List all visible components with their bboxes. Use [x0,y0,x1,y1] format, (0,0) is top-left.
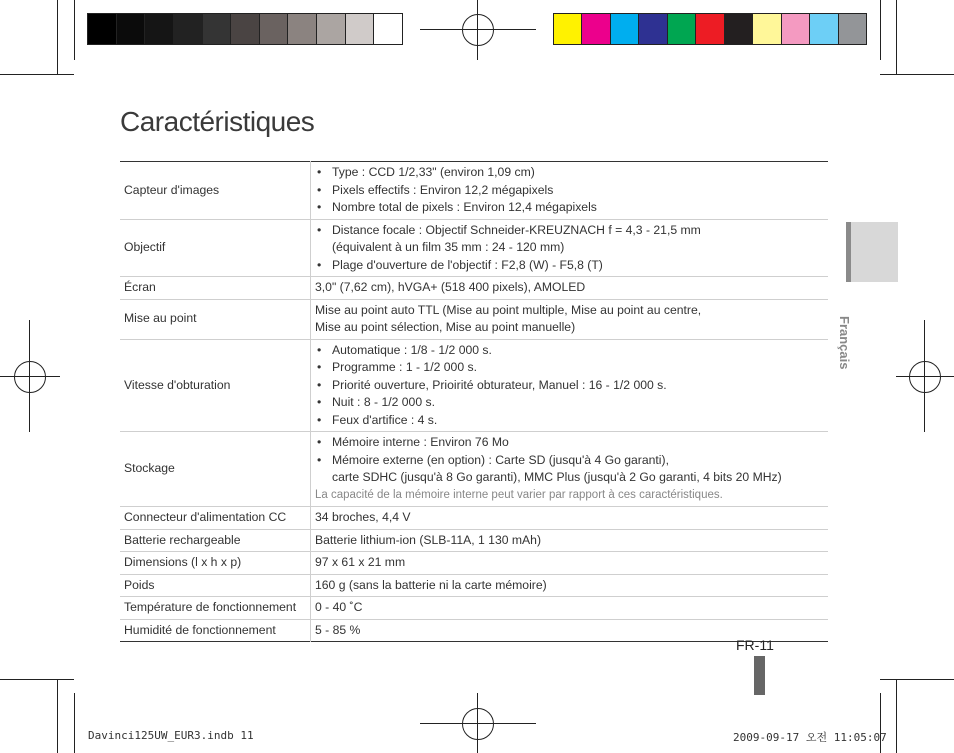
spec-row [120,162,828,220]
spec-bullet-text: Distance focale : Objectif Schneider-KREUZNACH f = 4,3 - 21,5 mm (équivalent à un film 35 mm : 24 - 120 mm) [332,222,701,254]
spec-bullet [315,434,824,452]
spec-bullet-text: Mémoire externe (en option) : Carte SD (jusqu'à 4 Go garanti), carte SDHC (jusqu'à 8 Go garanti), MMC Plus (jusqu'à 2 Go garanti, 4 bits 20 MHz) [332,452,782,484]
spec-bullet-text: Nombre total de pixels : Environ 12,4 mégapixels [332,200,597,214]
gray-swatch [288,14,317,44]
spec-value [311,552,829,575]
spec-value-text: 3,0" (7,62 cm), hVGA+ (518 400 pixels), AMOLED [315,280,586,294]
spec-row [120,219,828,277]
spec-bullet [315,164,824,182]
page-number: FR-11 [736,637,774,653]
spec-row [120,277,828,300]
gray-swatch [231,14,260,44]
spec-bullet-text: Mémoire interne : Environ 76 Mo [332,435,509,449]
spec-value [311,574,829,597]
spec-label: Écran [120,277,311,300]
spec-value [311,162,829,220]
gray-swatch [88,14,117,44]
spec-bullet-list [315,164,824,217]
spec-bullet [315,342,824,360]
gray-swatch [346,14,375,44]
spec-bullet [315,359,824,377]
spec-label: Stockage [120,432,311,507]
spec-value [311,299,829,339]
spec-label: Mise au point [120,299,311,339]
page-number-bar [754,656,765,695]
language-label: Français [837,316,852,370]
spec-value [311,219,829,277]
spec-row [120,432,828,507]
spec-value-text: 5 - 85 % [315,622,361,637]
specifications-table [120,161,828,642]
gray-swatch [203,14,232,44]
color-swatch [668,14,696,44]
color-swatch [753,14,781,44]
gray-swatch [260,14,289,44]
footer-timestamp: 2009-09-17 오전 11:05:07 [733,731,887,744]
spec-bullet [315,394,824,412]
spec-value [311,432,829,507]
spec-row [120,619,828,642]
spec-row [120,339,828,432]
spec-value-text: 0 - 40 ˚C [315,600,363,614]
color-swatch [554,14,582,44]
spec-value [311,529,829,552]
spec-label: Batterie rechargeable [120,529,311,552]
gray-swatch [374,14,402,44]
spec-label: Connecteur d'alimentation CC [120,507,311,530]
color-swatch [725,14,753,44]
spec-bullet-text: Type : CCD 1/2,33" (environ 1,09 cm) [332,165,535,179]
gray-swatch [117,14,146,44]
gray-swatch [174,14,203,44]
spec-row [120,597,828,620]
color-swatch [582,14,610,44]
spec-bullet-text: Programme : 1 - 1/2 000 s. [332,360,477,374]
spec-value [311,339,829,432]
spec-value-text: 160 g (sans la batterie ni la carte mémoire) [315,577,547,592]
spec-bullet-text: Pixels effectifs : Environ 12,2 mégapixels [332,182,554,197]
spec-label: Poids [120,574,311,597]
spec-bullet [315,222,824,257]
spec-bullet-text: Feux d'artifice : 4 s. [332,412,438,427]
spec-bullet [315,257,824,275]
spec-label: Température de fonctionnement [120,597,311,620]
spec-row [120,507,828,530]
spec-bullet [315,377,824,395]
spec-value [311,277,829,300]
spec-bullet [315,199,824,217]
spec-label: Vitesse d'obturation [120,339,311,432]
page-title: Caractéristiques [120,106,315,137]
spec-bullet-text: Automatique : 1/8 - 1/2 000 s. [332,342,492,357]
color-swatch [696,14,724,44]
spec-label: Dimensions (l x h x p) [120,552,311,575]
spec-value-text: 34 broches, 4,4 V [315,510,411,524]
language-tab-marker [846,222,851,282]
spec-value-text: 97 x 61 x 21 mm [315,555,406,569]
spec-label: Humidité de fonctionnement [120,619,311,642]
spec-note: La capacité de la mémoire interne peut varier par rapport à ces caractéristiques. [315,488,723,501]
language-tab [846,222,898,282]
spec-label: Objectif [120,219,311,277]
spec-label: Capteur d'images [124,182,220,197]
spec-bullet-list [315,434,824,487]
spec-value-text: Batterie lithium-ion (SLB-11A, 1 130 mAh) [315,532,542,547]
gray-swatch [317,14,346,44]
spec-bullet [315,452,824,487]
color-bar [553,13,867,45]
spec-value-text: Mise au point auto TTL (Mise au point multiple, Mise au point au centre, Mise au point sélection, Mise au point manuelle) [315,302,702,334]
spec-row [120,552,828,575]
spec-bullet-list [315,222,824,275]
color-swatch [810,14,838,44]
spec-bullet [315,182,824,200]
spec-row [120,299,828,339]
spec-bullet [315,412,824,430]
spec-bullet-text: Plage d'ouverture de l'objectif : F2,8 (W) - F5,8 (T) [332,257,603,272]
spec-bullet-text: Nuit : 8 - 1/2 000 s. [332,395,435,409]
grayscale-bar [87,13,403,45]
color-swatch [782,14,810,44]
spec-bullet-list [315,342,824,430]
color-swatch [611,14,639,44]
color-swatch [839,14,866,44]
color-swatch [639,14,667,44]
spec-row [120,529,828,552]
spec-row [120,574,828,597]
gray-swatch [145,14,174,44]
spec-bullet-text: Priorité ouverture, Prioirité obturateur, Manuel : 16 - 1/2 000 s. [332,377,667,392]
spec-value [311,597,829,620]
footer-file-info: Davinci125UW_EUR3.indb 11 [88,729,254,742]
spec-value [311,507,829,530]
